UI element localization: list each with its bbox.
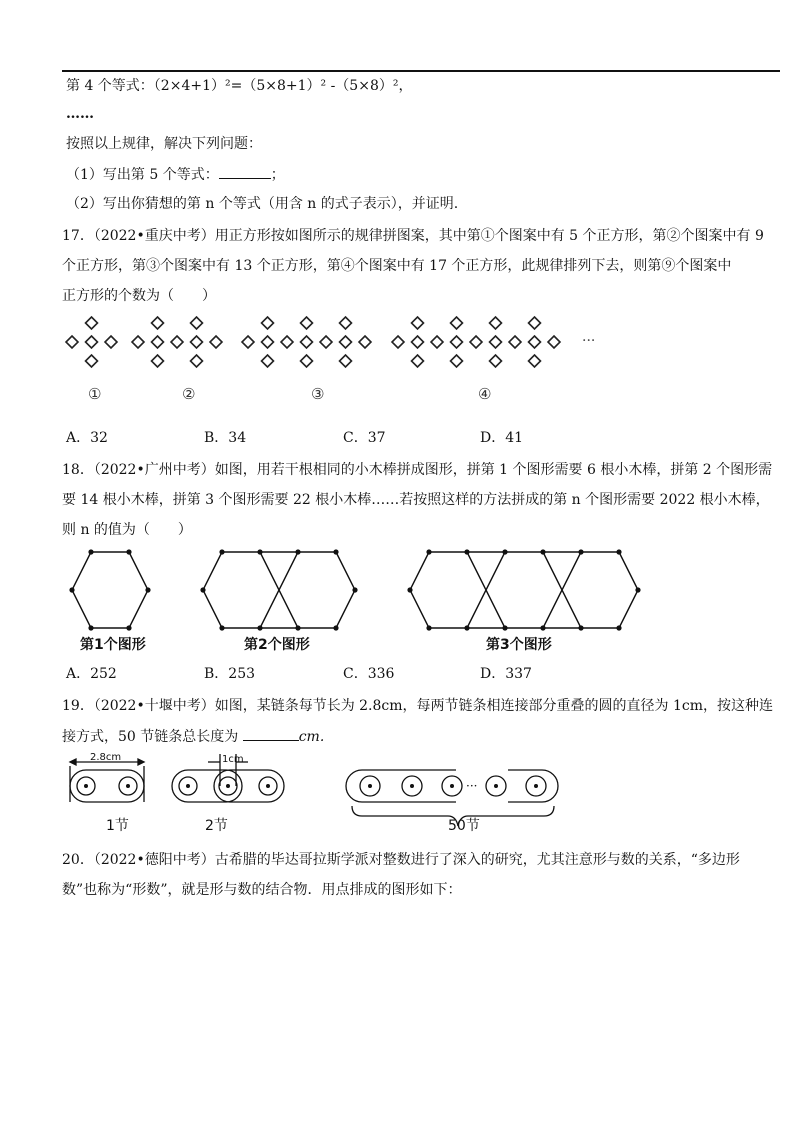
q17-square [470, 336, 482, 348]
q17-option-c[interactable]: C．37 [343, 430, 386, 446]
q19-center-dot [226, 784, 230, 788]
equation-4: 第 4 个等式：（2×4+1）²=（5×8+1）² -（5×8）²， [66, 78, 413, 94]
q18-vertex-dot [540, 549, 545, 554]
q17-label-4: ④ [478, 385, 492, 403]
q17-square [451, 355, 463, 367]
q17-square [301, 355, 313, 367]
q17-line-3: 正方形的个数为（ ） [62, 288, 216, 304]
q18-figure-3 [410, 552, 638, 628]
q17-square [340, 336, 352, 348]
q18-vertex-dot [88, 549, 93, 554]
q18-vertex-dot [257, 625, 262, 630]
q17-square [490, 336, 502, 348]
q19-center-dot [410, 784, 414, 788]
q19-caption-50: 50节 [448, 818, 480, 834]
q18-vertex-dot [333, 549, 338, 554]
q18-vertex-dot [407, 587, 412, 592]
q20-line-1: 20．（2022•德阳中考）古希腊的毕达哥拉斯学派对整数进行了深入的研究，尤其注意形与数的关系，“多边形 [62, 852, 740, 868]
q18-vertex-dot [200, 587, 205, 592]
q17-square [529, 336, 541, 348]
q17-square [490, 317, 502, 329]
q17-label-3: ③ [311, 385, 325, 403]
q17-square [281, 336, 293, 348]
q17-square [320, 336, 332, 348]
q18-figure-2 [203, 552, 355, 628]
q17-square [359, 336, 371, 348]
q17-continuation-dots: ··· [582, 333, 596, 349]
q17-square [340, 317, 352, 329]
q17-square [548, 336, 560, 348]
q18-vertex-dot [257, 549, 262, 554]
q17-square [451, 317, 463, 329]
sub-question-1-suffix: ； [270, 167, 285, 183]
q17-square [191, 317, 203, 329]
q19-center-dot [84, 784, 88, 788]
sub-question-1-text: （1）写出第 5 个等式： [66, 167, 219, 183]
q18-vertex-dot [464, 625, 469, 630]
q18-line-1: 18．（2022•广州中考）如图，用若干根相同的小木棒拼成图形，拼第 1 个图形需要 6 根小木棒，拼第 2 个图形需 [62, 462, 773, 478]
q18-vertex-dot [578, 549, 583, 554]
q17-label-1: ① [88, 385, 102, 403]
q18-caption-3: 第3个图形 [486, 637, 552, 653]
q17-square [301, 336, 313, 348]
q17-square [86, 336, 98, 348]
q17-option-a[interactable]: A．32 [66, 430, 108, 446]
q19-line-1: 19．（2022•十堰中考）如图，某链条每节长为 2.8cm，每两节链条相连接部分重叠的圆的直径为 1cm，按这种连 [62, 698, 774, 714]
q17-square [529, 355, 541, 367]
q17-square [529, 317, 541, 329]
q19-chain-1 [70, 759, 144, 802]
q18-vertex-dot [502, 625, 507, 630]
q17-square [412, 336, 424, 348]
q18-caption-1: 第1个图形 [80, 637, 146, 653]
q17-square [262, 355, 274, 367]
q18-line-3: 则 n 的值为（ ） [62, 522, 192, 538]
q17-square [191, 336, 203, 348]
q18-vertex-dot [540, 625, 545, 630]
q19-caption-1: 1节 [106, 818, 129, 834]
q18-vertex-dot [502, 549, 507, 554]
q18-vertex-dot [616, 549, 621, 554]
q19-center-dot [494, 784, 498, 788]
instruction-text: 按照以上规律，解决下列问题： [66, 136, 262, 152]
q17-square [132, 336, 144, 348]
q17-option-d[interactable]: D．41 [480, 430, 524, 446]
q17-square [86, 317, 98, 329]
q19-dim-2-8cm: 2.8cm [90, 752, 122, 763]
q17-line-2: 个正方形，第③个图案中有 13 个正方形，第④个图案中有 17 个正方形，此规律排列下去，则第⑨个图案中 [62, 258, 732, 274]
q17-square [191, 355, 203, 367]
q18-option-d[interactable]: D．337 [480, 666, 532, 682]
q19-center-dot [450, 784, 454, 788]
q19-line-2 [62, 726, 324, 747]
q19-center-dot [266, 784, 270, 788]
q18-vertex-dot [333, 625, 338, 630]
q17-square [66, 336, 78, 348]
q17-square [86, 355, 98, 367]
q18-caption-2: 第2个图形 [244, 637, 310, 653]
q17-square [412, 355, 424, 367]
q19-caption-2: 2节 [205, 818, 228, 834]
q17-square [210, 336, 222, 348]
sub-question-2: （2）写出你猜想的第 n 个等式（用含 n 的式子表示），并证明. [66, 196, 459, 212]
q17-square [262, 336, 274, 348]
q19-ellipsis: ··· [466, 779, 478, 793]
q18-vertex-dot [145, 587, 150, 592]
q19-unit: cm. [298, 729, 325, 745]
ellipsis: …… [66, 106, 94, 122]
q19-center-dot [126, 784, 130, 788]
q18-vertex-dot [426, 549, 431, 554]
q18-vertex-dot [126, 549, 131, 554]
q18-vertex-dot [69, 587, 74, 592]
q17-square [340, 355, 352, 367]
q20-line-2: 数”也称为“形数”，就是形与数的结合物．用点排成的图形如下： [62, 882, 462, 898]
q19-center-dot [368, 784, 372, 788]
q17-square [152, 317, 164, 329]
q18-vertex-dot [616, 625, 621, 630]
q17-option-b[interactable]: B．34 [204, 430, 247, 446]
q19-center-dot [186, 784, 190, 788]
q17-label-2: ② [182, 385, 196, 403]
q18-vertex-dot [219, 549, 224, 554]
q18-vertex-dot [88, 625, 93, 630]
q19-dim-1cm: 1cm [222, 754, 244, 765]
q18-vertex-dot [464, 549, 469, 554]
q19-center-dot [534, 784, 538, 788]
q17-square [431, 336, 443, 348]
q18-vertex-dot [635, 587, 640, 592]
q17-square [262, 317, 274, 329]
q17-square [152, 336, 164, 348]
q18-figure-1 [72, 552, 148, 628]
q18-vertex-dot [426, 625, 431, 630]
q18-vertex-dot [578, 625, 583, 630]
q17-square [412, 317, 424, 329]
q17-square [105, 336, 117, 348]
q17-square [152, 355, 164, 367]
q17-square-patterns [66, 317, 560, 367]
q17-square [301, 317, 313, 329]
q18-vertex-dot [219, 625, 224, 630]
q17-square [242, 336, 254, 348]
q17-square [490, 355, 502, 367]
q17-line-1: 17．（2022•重庆中考）用正方形按如图所示的规律拼图案，其中第①个图案中有 5 个正方形，第②个图案中有 9 [62, 228, 764, 244]
q17-square [171, 336, 183, 348]
q18-vertex-dot [295, 625, 300, 630]
q17-square [509, 336, 521, 348]
q18-vertex-dot [295, 549, 300, 554]
q17-square [392, 336, 404, 348]
q18-option-c[interactable]: C．336 [343, 666, 395, 682]
q18-vertex-dots [69, 549, 640, 630]
q18-vertex-dot [352, 587, 357, 592]
q18-vertex-dot [126, 625, 131, 630]
q19-answer-blank[interactable] [243, 726, 299, 741]
q18-line-2: 要 14 根小木棒，拼第 3 个图形需要 22 根小木棒……若按照这样的方法拼成的第 n 个图形需要 2022 根小木棒， [62, 492, 770, 508]
q17-square [451, 336, 463, 348]
q19-line-2-text: 接方式，50 节链条总长度为 [62, 729, 239, 745]
q18-option-b[interactable]: B．253 [204, 666, 256, 682]
q18-option-a[interactable]: A．252 [66, 666, 117, 682]
